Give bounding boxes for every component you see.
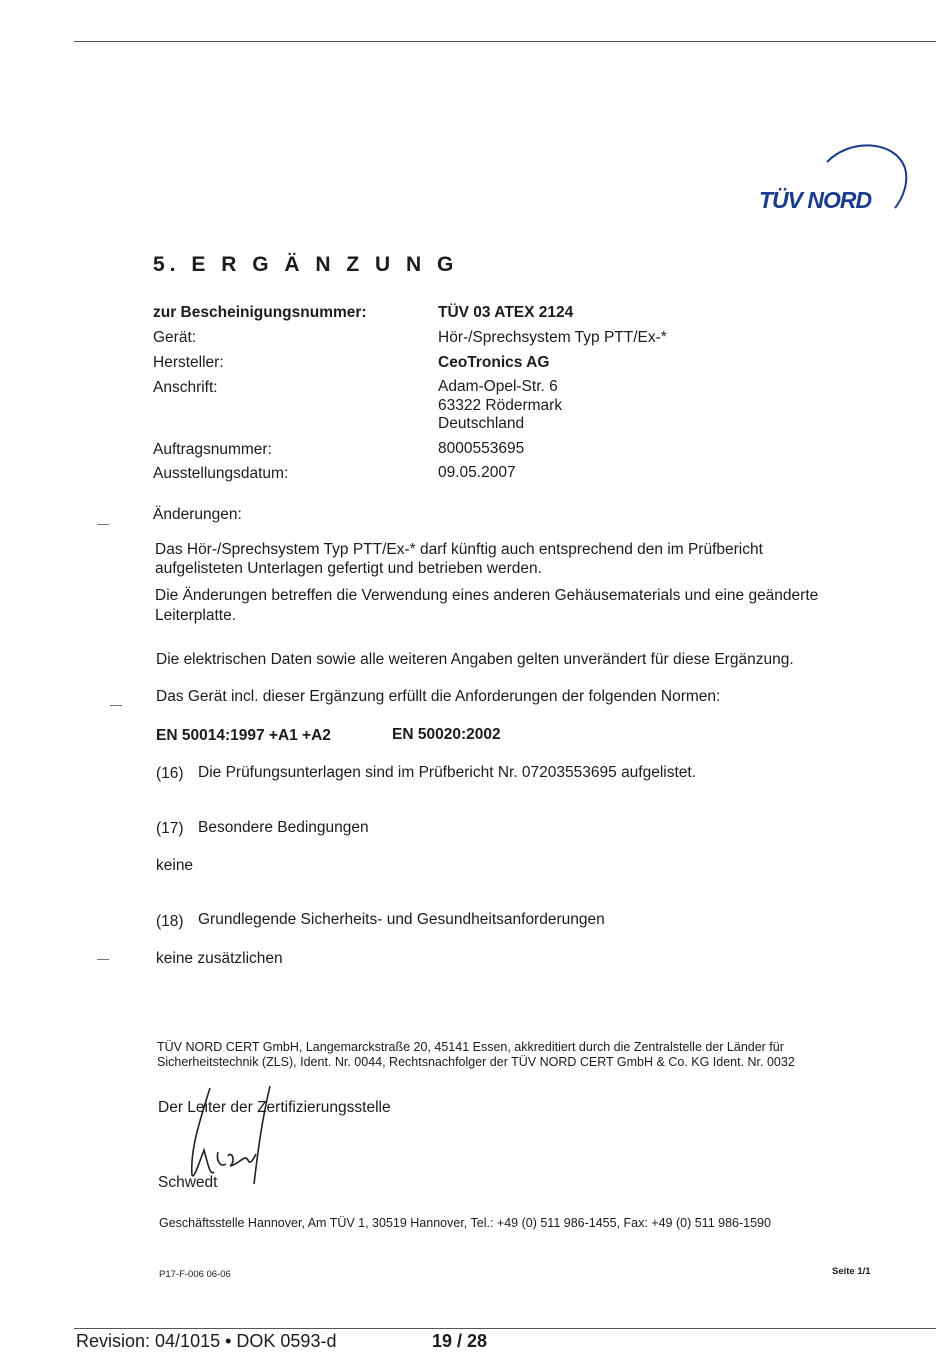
norm-1: EN 50014:1997 +A1 +A2 [156, 727, 331, 744]
section-18-text: Grundlegende Sicherheits- und Gesundheitsanforderungen [198, 911, 605, 928]
page-title: 5. E R G Ä N Z U N G [153, 253, 459, 276]
changes-para2-line: Leiterplatte. [155, 607, 236, 624]
address-line: Deutschland [438, 415, 525, 432]
section-17-value: keine [156, 857, 194, 874]
margin-dash [110, 705, 122, 706]
margin-dash [97, 524, 109, 525]
manufacturer-label: Hersteller: [153, 354, 224, 371]
address-line: 63322 Rödermark [438, 397, 563, 414]
logo-text: TÜV NORD [759, 187, 872, 213]
date-label: Ausstellungsdatum: [153, 465, 289, 482]
address-line: Adam-Opel-Str. 6 [438, 378, 558, 395]
changes-para3: Die elektrischen Daten sowie alle weiteren Angaben gelten unverändert für diese Ergänzung. [156, 651, 794, 668]
manufacturer-value: CeoTronics AG [438, 354, 550, 371]
footer-page-number: 19 / 28 [432, 1331, 488, 1351]
changes-para4: Das Gerät incl. dieser Ergänzung erfüllt die Anforderungen der folgenden Normen: [156, 688, 721, 705]
form-code: P17-F-006 06-06 [159, 1269, 231, 1280]
signature-name: Schwedt [158, 1174, 218, 1191]
margin-dash [97, 959, 109, 960]
order-label: Auftragsnummer: [153, 441, 272, 458]
norm-2: EN 50020:2002 [392, 726, 501, 743]
changes-para1-line: aufgelisteten Unterlagen gefertigt und betrieben werden. [155, 560, 542, 577]
section-17-text: Besondere Bedingungen [198, 819, 369, 836]
top-rule [74, 41, 936, 42]
section-18-number: (18) [156, 913, 184, 930]
changes-para2-line: Die Änderungen betreffen die Verwendung eines anderen Gehäusematerials und eine geänderte [155, 587, 819, 604]
cert-label: zur Bescheinigungsnummer: [153, 304, 367, 321]
signature-title: Der Leiter der Zertifizierungsstelle [158, 1099, 391, 1116]
issuer-line: Sicherheitstechnik (ZLS), Ident. Nr. 0044, Rechtsnachfolger der TÜV NORD CERT GmbH & Co. KG Ident. Nr. 0032 [157, 1055, 795, 1069]
tuv-nord-logo [755, 140, 915, 220]
section-17-number: (17) [156, 820, 184, 837]
section-16-text: Die Prüfungsunterlagen sind im Prüfbericht Nr. 07203553695 aufgelistet. [198, 764, 697, 781]
address-label: Anschrift: [153, 379, 218, 396]
footer-revision: Revision: 04/1015 • DOK 0593-d [76, 1331, 337, 1351]
section-16-number: (16) [156, 765, 184, 782]
bottom-rule [74, 1328, 936, 1329]
changes-label: Änderungen: [153, 506, 242, 523]
section-18-value: keine zusätzlichen [156, 950, 283, 967]
changes-para1-line: Das Hör-/Sprechsystem Typ PTT/Ex-* darf künftig auch entsprechend den im Prüfbericht [155, 541, 763, 558]
date-value: 09.05.2007 [438, 464, 516, 481]
order-value: 8000553695 [438, 440, 525, 457]
device-value: Hör-/Sprechsystem Typ PTT/Ex-* [438, 329, 667, 346]
office-address: Geschäftsstelle Hannover, Am TÜV 1, 30519 Hannover, Tel.: +49 (0) 511 986-1455, Fax: +49 (0) 511 986-1590 [159, 1216, 771, 1230]
device-label: Gerät: [153, 329, 197, 346]
issuer-line: TÜV NORD CERT GmbH, Langemarckstraße 20, 45141 Essen, akkreditiert durch die Zentralstelle der Länder für [157, 1040, 784, 1054]
cert-value: TÜV 03 ATEX 2124 [438, 304, 574, 321]
form-page-label: Seite 1/1 [832, 1266, 871, 1277]
